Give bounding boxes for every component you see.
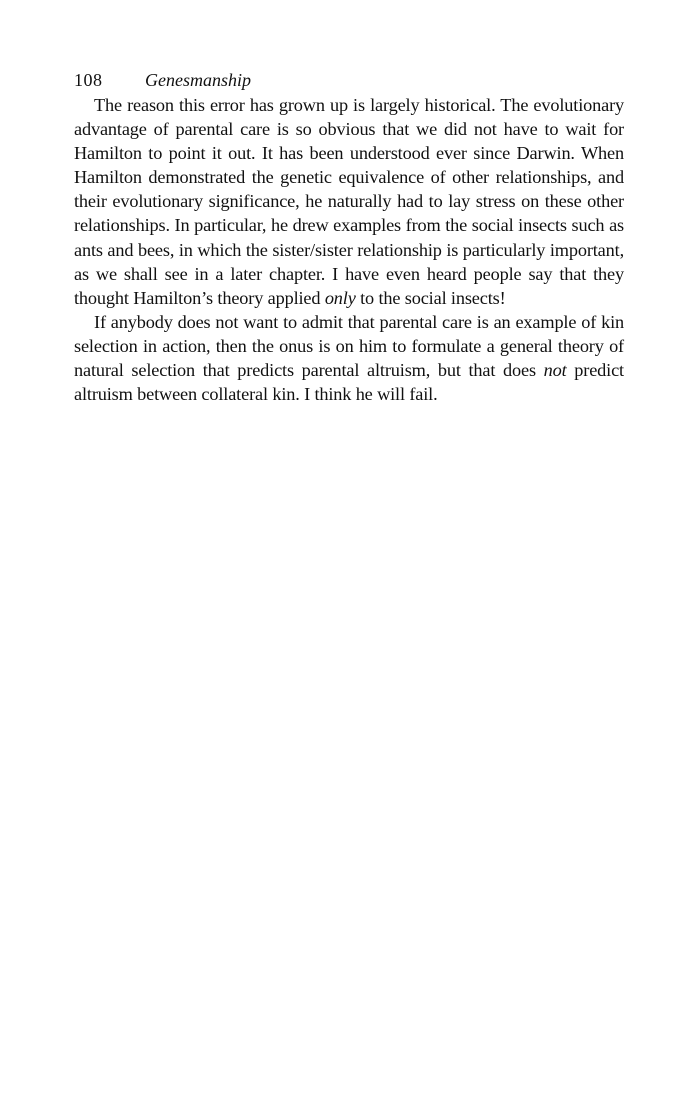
book-page [74,68,624,406]
text-run: to the social insects! [355,287,506,308]
paragraph [74,93,624,310]
italic-emphasis: only [324,287,356,308]
text-run: If anybody does not want to admit that parental care is an example of kin selection in action, then the onus is on him to formulate a general theory of natural selection that predicts parental altruism, but that does [74,311,624,381]
running-head [74,68,624,92]
body-text [74,93,624,406]
page-number: 108 [74,70,103,90]
running-title: Genesmanship [145,70,251,90]
paragraph [74,310,624,406]
italic-emphasis: not [543,360,567,381]
text-run: The reason this error has grown up is largely historical. The evolutionary advantage of parental care is so obvious that we did not have to wait for Hamilton to point it out. It has been understood ever since Darwin. When Hamilton demonstrated the genetic equivalence of other relationships, and their evolutionary significance, he naturally had to lay stress on these other relationships. In particular, he drew examples from the social insects such as ants and bees, in which the sister/sister relationship is particularly important, as we shall see in a later chapter. I have even heard people say that they thought Hamilton’s theory applied [74,95,624,308]
text-run: predict altruism between collateral kin. I think he will fail. [74,360,624,405]
